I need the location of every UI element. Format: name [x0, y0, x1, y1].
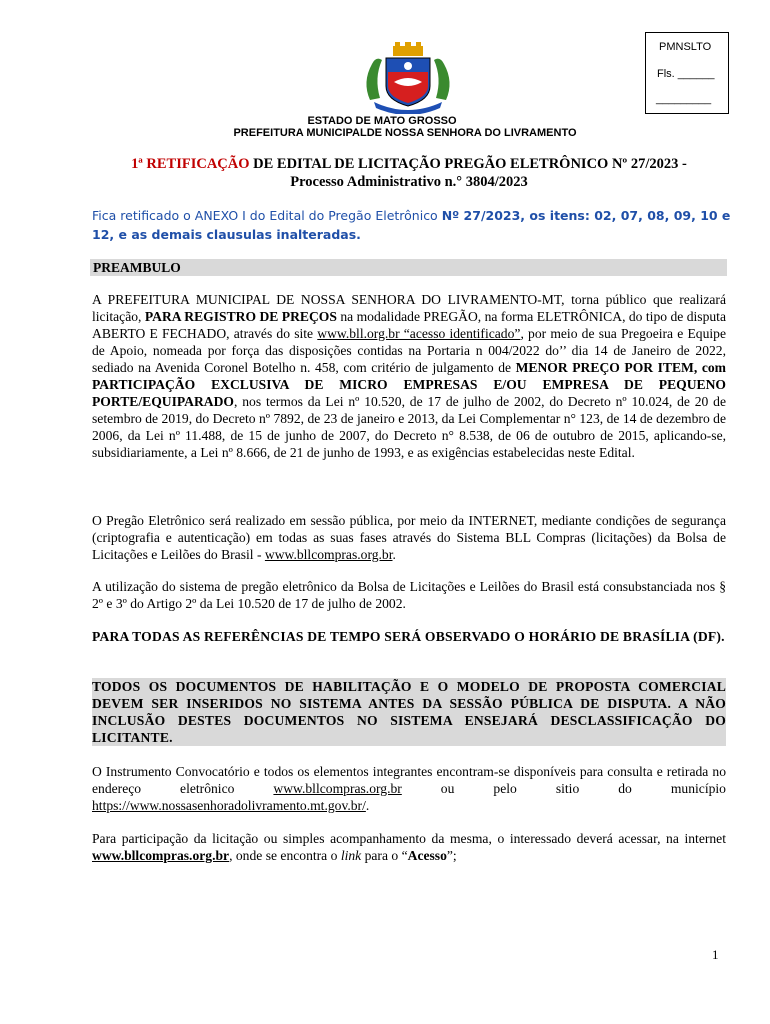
stamp-code: PMNSLTO — [659, 41, 712, 53]
section-heading: PREAMBULO — [90, 259, 727, 276]
stamp-folio: Fls. ______ — [657, 68, 715, 80]
p6-text-b: ou pelo sitio do município — [401, 781, 726, 796]
notice-items: Nº 27/2023, os itens: 02, 07, 08, 09, 10 e 12, e as demais clausulas inalteradas. — [92, 208, 731, 242]
p7-link-word: link — [340, 848, 362, 863]
p2-text: O Pregão Eletrônico será realizado em sessão pública, por meio da INTERNET, mediante condições de segurança (criptografia e autenticação) em todas as suas fases através do Sistema BLL Compras (licitações) da Bolsa de Licitações e Leilões do Brasil - — [92, 513, 726, 562]
p1-text-c: na modalidade PREGÃO, na forma ELETRÔNICA, do tipo de disputa ABERTO E FECHADO, através do site — [92, 309, 726, 341]
p7-end: ”; — [446, 848, 457, 863]
convocation-paragraph — [92, 763, 726, 814]
p1-comma: , — [693, 360, 702, 375]
city-hall-name: PREFEITURA MUNICIPALDE NOSSA SENHORA DO LIVRAMENTO — [233, 127, 577, 139]
participation-paragraph — [92, 830, 726, 864]
rectification-label: 1ª RETIFICAÇÃO — [131, 156, 250, 172]
documents-warning: TODOS OS DOCUMENTOS DE HABILITAÇÃO E O MODELO DE PROPOSTA COMERCIAL DEVEM SER INSERIDOS NO SISTEMA ANTES DA SESSÃO PÚBLICA DE DISPUTA. A NÃO INCLUSÃO DESTES DOCUMENTOS NO SISTEMA ENSEJARÁ DESCLASSIFICAÇÃO DO LICITANTE. — [92, 679, 726, 745]
bll-site-link[interactable]: www.bll.org.br “acesso identificado” — [317, 326, 521, 341]
municipality-site-link[interactable]: https://www.nossasenhoradolivramento.mt.gov.br/ — [92, 798, 366, 813]
electronic-session-paragraph — [92, 512, 726, 563]
p2-end: . — [392, 547, 396, 562]
preamble-paragraph — [92, 291, 726, 461]
p1-text-e: , por meio de sua Pregoeira e Equipe de Apoio, nomeada por força das disposições contidas na Portaria n 004/2022 do’’ dia 14 de Janeiro de 2022, sediado na Avenida Coronel Botelho n. 458, com critério de julgamento de — [92, 326, 726, 375]
rectification-notice — [92, 206, 732, 244]
page-number: 1 — [712, 947, 719, 962]
p7-text-b: , onde se encontra o — [229, 848, 341, 863]
p1-criteria: MENOR PREÇO POR ITEM — [515, 360, 694, 375]
p7-acesso: Acesso — [407, 848, 447, 863]
stamp-signature-line: _________ — [656, 93, 712, 105]
p1-price-registry: PARA REGISTRO DE PREÇOS — [144, 309, 337, 324]
p1-text-i: , nos termos da Lei nº 10.520, de 17 de julho de 2002, do Decreto nº 10.024, de 20 de setembro de 2019, do Decreto nº 7892, de 23 de janeiro e 2013, da Lei Complementar n° 123, de 14 de dezembro de 2006, da Lei nº 11.488, de 15 de junho de 2007, do Decreto n° 8.538, de 06 de outubro de 2015, aplicando-se, subsidiariamente, a Lei nº 8.666, de 21 de junho de 1993, e as exigências estabelecidas neste Edital. — [92, 394, 726, 460]
state-name: ESTADO DE MATO GROSSO — [307, 115, 457, 127]
brasilia-time-notice: PARA TODAS AS REFERÊNCIAS DE TEMPO SERÁ OBSERVADO O HORÁRIO DE BRASÍLIA (DF). — [92, 629, 725, 644]
bllcompras-link[interactable]: www.bllcompras.org.br — [264, 547, 393, 562]
bllcompras-link-2[interactable]: www.bllcompras.org.br — [273, 781, 402, 796]
p7-text-a: Para participação da licitação ou simples acompanhamento da mesma, o interessado deverá acessar, na internet — [92, 831, 726, 846]
municipal-crest-logo — [360, 42, 456, 114]
bllcompras-link-3[interactable]: www.bllcompras.org.br — [92, 848, 230, 863]
notice-text: Fica retificado o ANEXO I do Edital do Pregão Eletrônico — [92, 208, 442, 223]
title-main: DE EDITAL DE LICITAÇÃO PREGÃO ELETRÔNICO Nº 27/2023 - — [249, 156, 687, 172]
document-title — [92, 155, 726, 191]
p1-exclusive-participation: com PARTICIPAÇÃO EXCLUSIVA DE MICRO EMPRESAS E/OU EMPRESA DE PEQUENO PORTE/EQUIPARADO — [92, 360, 726, 409]
p7-text-c: para o “ — [361, 848, 408, 863]
protocol-stamp-box — [645, 32, 729, 114]
system-usage-paragraph: A utilização do sistema de pregão eletrônico da Bolsa de Licitações e Leilões do Brasil está consubstanciada nos § 2º e 3º do Artigo 2º da Lei 10.520 de 17 de julho de 2002. — [92, 579, 726, 611]
title-process: Processo Administrativo n.° 3804/2023 — [290, 174, 528, 190]
p6-text-a: O Instrumento Convocatório e todos os elementos integrantes encontram-se disponíveis para consulta e retirada no endereço eletrônico — [92, 764, 726, 796]
p6-end: . — [365, 798, 370, 813]
p1-text-a: A PREFEITURA MUNICIPAL DE NOSSA SENHORA DO LIVRAMENTO-MT, torna público que realizará licitação, — [92, 292, 726, 324]
